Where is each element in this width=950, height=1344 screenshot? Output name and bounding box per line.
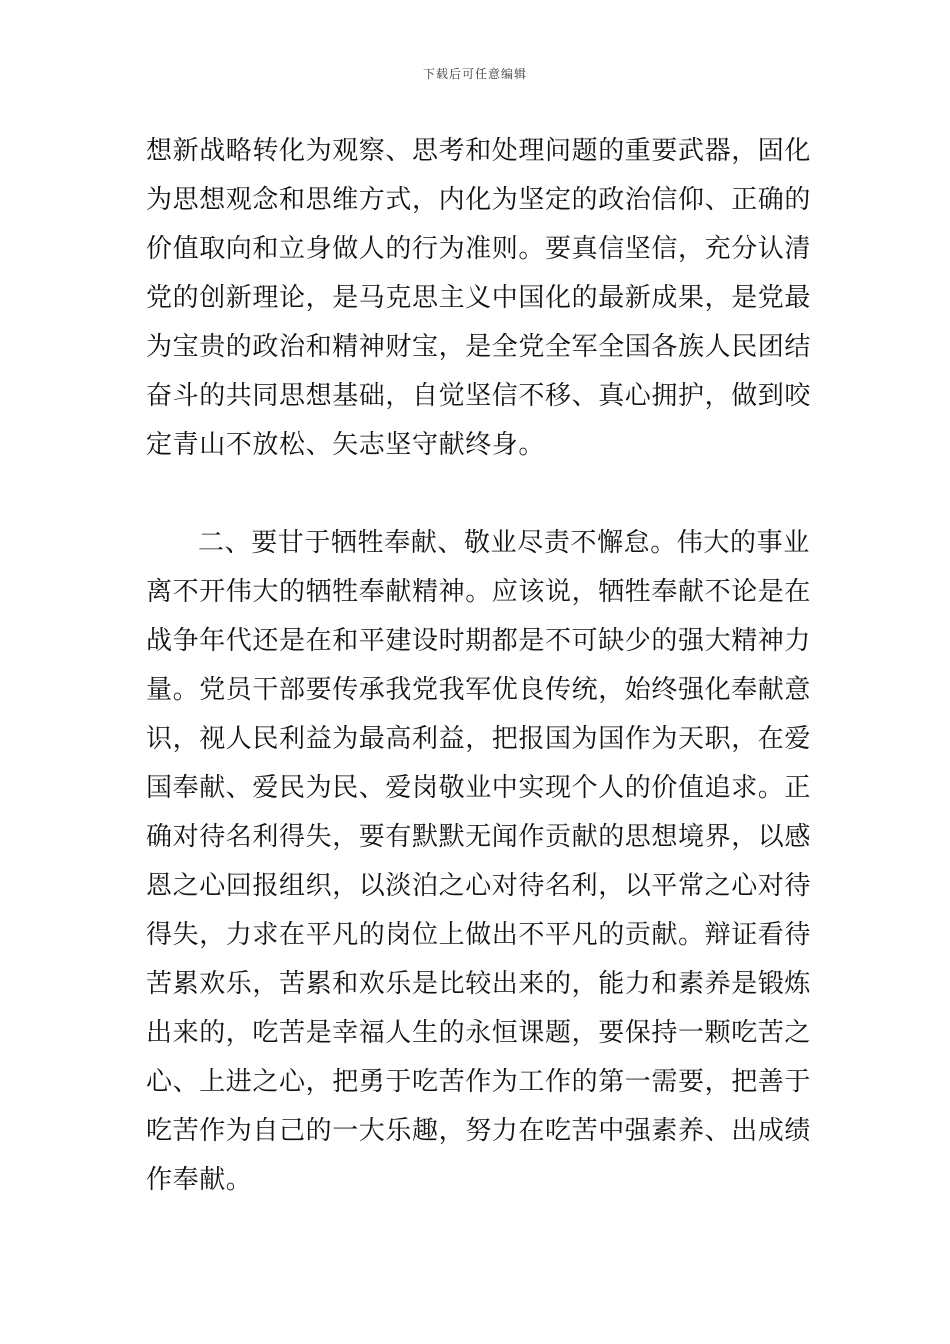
paragraph-line: 量。党员干部要传承我党我军优良传统，始终强化奉献意 bbox=[146, 675, 812, 705]
paragraph-line: 恩之心回报组织，以淡泊之心对待名利，以平常之心对待 bbox=[146, 871, 812, 901]
paragraph-line: 离不开伟大的牺牲奉献精神。应该说，牺牲奉献不论是在 bbox=[146, 577, 812, 607]
paragraph-line: 想新战略转化为观察、思考和处理问题的重要武器，固化 bbox=[146, 136, 812, 166]
paragraph-line: 定青山不放松、矢志坚守献终身。 bbox=[146, 430, 546, 460]
paragraph-line: 二、要甘于牺牲奉献、敬业尽责不懈怠。伟大的事业 bbox=[198, 528, 810, 558]
paragraph-line: 吃苦作为自己的一大乐趣，努力在吃苦中强素养、出成绩 bbox=[146, 1116, 812, 1146]
paragraph-line: 党的创新理论，是马克思主义中国化的最新成果，是党最 bbox=[146, 283, 812, 313]
paragraph-line: 国奉献、爱民为民、爱岗敬业中实现个人的价值追求。正 bbox=[146, 773, 812, 803]
paragraph-line: 价值取向和立身做人的行为准则。要真信坚信，充分认清 bbox=[146, 234, 812, 264]
paragraph-line: 作奉献。 bbox=[146, 1165, 253, 1195]
paragraph-line: 苦累欢乐，苦累和欢乐是比较出来的，能力和素养是锻炼 bbox=[146, 969, 812, 999]
paragraph-line: 得失，力求在平凡的岗位上做出不平凡的贡献。辩证看待 bbox=[146, 920, 812, 950]
paragraph-line: 奋斗的共同思想基础，自觉坚信不移、真心拥护，做到咬 bbox=[146, 381, 812, 411]
paragraph-line: 出来的，吃苦是幸福人生的永恒课题，要保持一颗吃苦之 bbox=[146, 1018, 812, 1048]
paragraph-line: 识，视人民利益为最高利益，把报国为国作为天职，在爱 bbox=[146, 724, 812, 754]
paragraph-line: 确对待名利得失，要有默默无闻作贡献的思想境界，以感 bbox=[146, 822, 812, 852]
paragraph-line: 战争年代还是在和平建设时期都是不可缺少的强大精神力 bbox=[146, 626, 812, 656]
paragraph-line: 为宝贵的政治和精神财宝，是全党全军全国各族人民团结 bbox=[146, 332, 812, 362]
paragraph-line: 为思想观念和思维方式，内化为坚定的政治信仰、正确的 bbox=[146, 185, 812, 215]
paragraph-2 bbox=[146, 519, 812, 1205]
document-body bbox=[146, 127, 812, 1205]
paragraph-line: 心、上进之心，把勇于吃苦作为工作的第一需要，把善于 bbox=[146, 1067, 812, 1097]
paragraph-1 bbox=[146, 127, 812, 470]
header-note: 下载后可任意编辑 bbox=[422, 67, 527, 81]
paragraph-spacer bbox=[146, 470, 806, 519]
